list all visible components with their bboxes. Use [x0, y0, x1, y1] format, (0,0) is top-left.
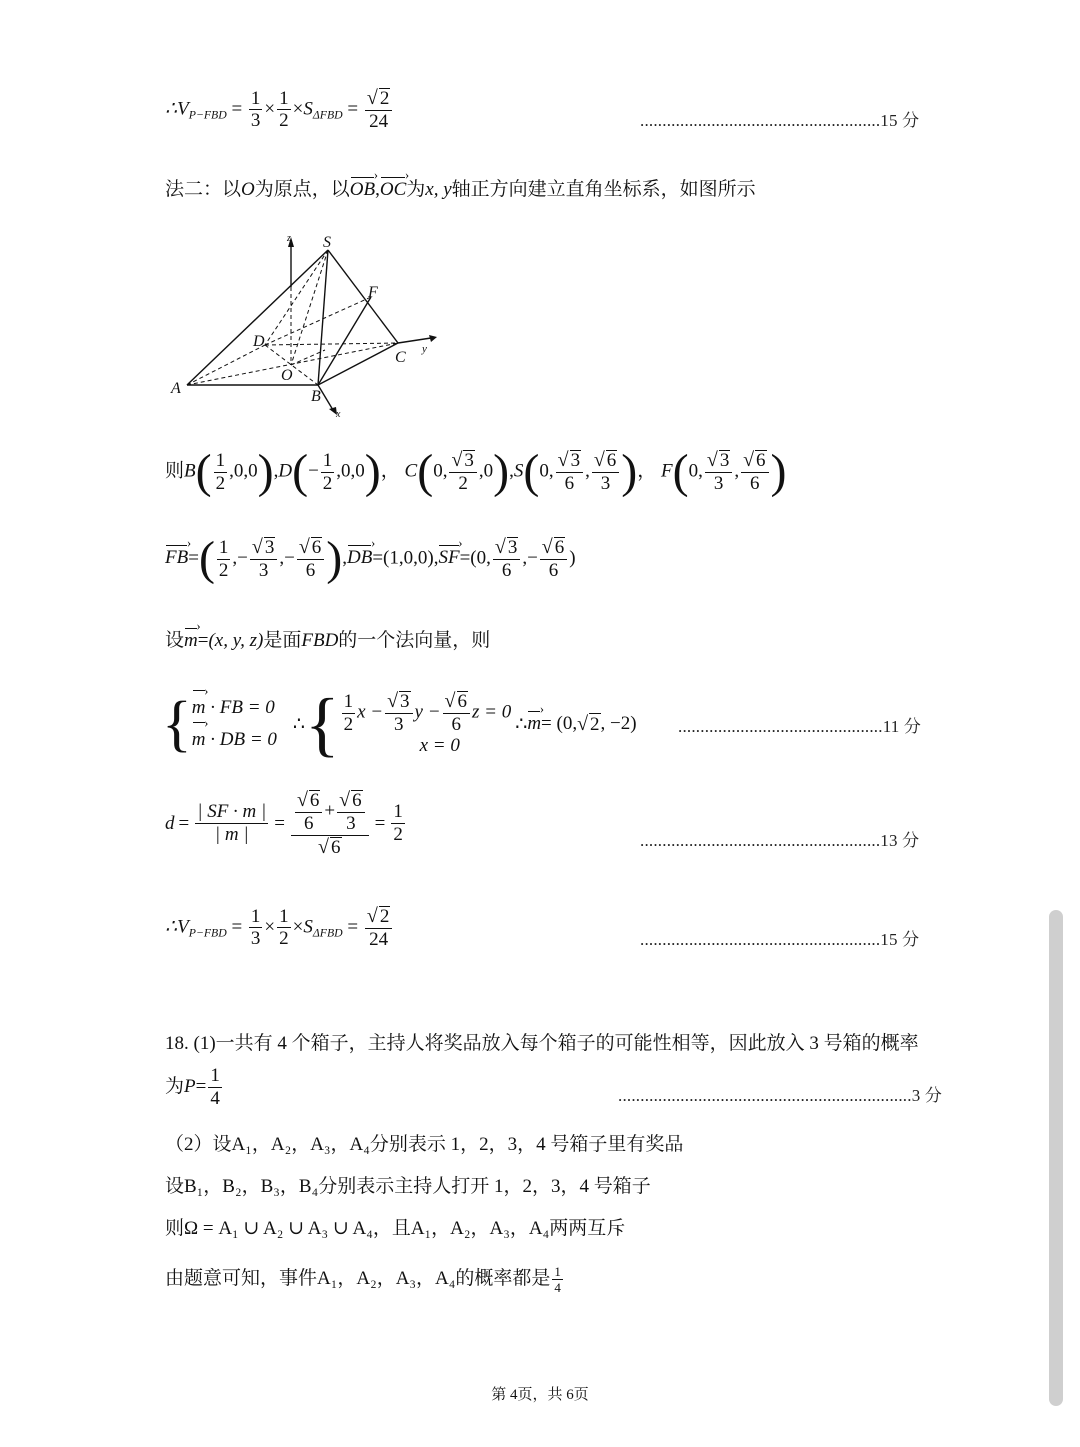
edge-S-B: [318, 250, 328, 385]
svg-text:A: A: [171, 380, 181, 397]
fraction-one-half: $\frac{1}{2}$: [279, 87, 289, 132]
volume-formula-bottom: $\therefore V_{P-FBD}$ = $\frac{1}{3}$ × $\frac{1}{2}$ $\times S_{\Delta FBD}$ = $\frac{√ 2}{24}$: [165, 906, 394, 950]
page-footer: 第 4页，共 6页: [491, 1387, 589, 1403]
pyramid-figure: [165, 225, 465, 425]
hidden-D-C: [265, 343, 398, 345]
svg-text:D: D: [253, 333, 265, 350]
volume-formula-top: $\therefore V_{P-FBD}$ = $\frac{1}{3}$ × $\frac{1}{2}$ $\times S_{\Delta FBD}$ = $\frac{√ 2}{24}$: [165, 88, 394, 132]
point-coordinates: 则B( $\frac{1}{2}$ ,0,0),D(− $\frac{1}{2}$ ,0,0)， C(0, $\frac{√ 3}{2}$ ,0),S(0, $\frac{√ 3}{6}$ , $\frac{√ 6}{3}$ )， F(0, $\frac{√ 3}{3}$ , $\frac{√ 6}{6}$ ): [165, 445, 787, 498]
svg-text:F: F: [368, 284, 378, 301]
q18-part1-text: 18. (1)一共有 4 个箱子，主持人将奖品放入每个箱子的可能性相等，因此放入 3 号箱的概率: [165, 1033, 919, 1054]
svg-text:C: C: [395, 349, 406, 366]
fraction-one-third: $\frac{1}{3}$: [250, 87, 261, 132]
score-11: ..............................................11 分: [678, 717, 922, 736]
score-15-top: ......................................................15 分: [640, 111, 920, 130]
q18-probabilities-equal: 由题意可知，事件A₁，A₂，A₃，A₄的概率都是 $\frac{1}{4}$: [165, 1263, 561, 1296]
method-two-text: 法二：以O为原点，以OB ›,OC ›为x, y轴正方向建立直角坐标系，如图所示: [165, 174, 756, 201]
q18-part2-events-A: （2）设A₁，A₂，A₃，A₄分别表示 1，2，3，4 号箱子里有奖品: [165, 1134, 684, 1155]
svg-text:x: x: [336, 409, 341, 420]
distance-formula: d = $\frac{| SF \cdot m |}{| m |}$ = $\frac{√ 6}{6}$ + $\frac{√ 6}{3}$ √ 6 = $\frac{1}{2}$: [165, 789, 403, 858]
fraction-root2-over-24: $\frac{√ 2}{24}$: [365, 88, 392, 132]
svg-text:O: O: [281, 367, 293, 384]
score-3: ..................................................................3 分: [618, 1086, 943, 1105]
q18-probability: 为P= $\frac{1}{4}$: [165, 1065, 220, 1109]
q18-events-B: 设B₁，B₂，B₃，B₄分别表示主持人打开 1，2，3，4 号箱子: [165, 1176, 651, 1197]
edge-A-S: [187, 250, 328, 385]
volume-symbol: ∴V: [165, 98, 189, 120]
hidden-A-D: [187, 345, 265, 385]
score-13: ......................................................13 分: [640, 831, 920, 850]
axis-y-arrow: [429, 335, 437, 342]
svg-text:y: y: [422, 343, 427, 355]
svg-text:z: z: [287, 233, 291, 244]
svg-text:S: S: [323, 234, 331, 251]
equation-system: { m › · FB = 0 m › · DB = 0 ∴ { $\frac{1}{2}$ x − $\frac{√ 3}{3}$ y − $\frac{√ 6}{6}$ z = 0 x = 0 ∴ m › = (0, √ 2 , −2): [162, 688, 637, 760]
scrollbar-thumb[interactable]: [1049, 910, 1063, 1406]
edge-S-C: [328, 250, 398, 343]
svg-text:B: B: [311, 388, 321, 405]
vector-values: FB ›=( $\frac{1}{2}$ ,− $\frac{√ 3}{3}$ ,− $\frac{√ 6}{6}$ ),DB ›=(1,0,0),SF ›=(0, $\frac{√ 3}{6}$ ,− $\frac{√ 6}{6}$ ): [165, 535, 576, 583]
q18-omega-union: 则Ω = A₁ ∪ A₂ ∪ A₃ ∪ A₄，且A₁，A₂，A₃，A₄两两互斥: [165, 1218, 626, 1239]
normal-vector-text: 设m ›=(x, y, z)是面FBD的一个法向量，则: [165, 625, 490, 652]
score-15-bottom: ......................................................15 分: [640, 930, 920, 949]
hidden-S-D: [265, 250, 328, 345]
